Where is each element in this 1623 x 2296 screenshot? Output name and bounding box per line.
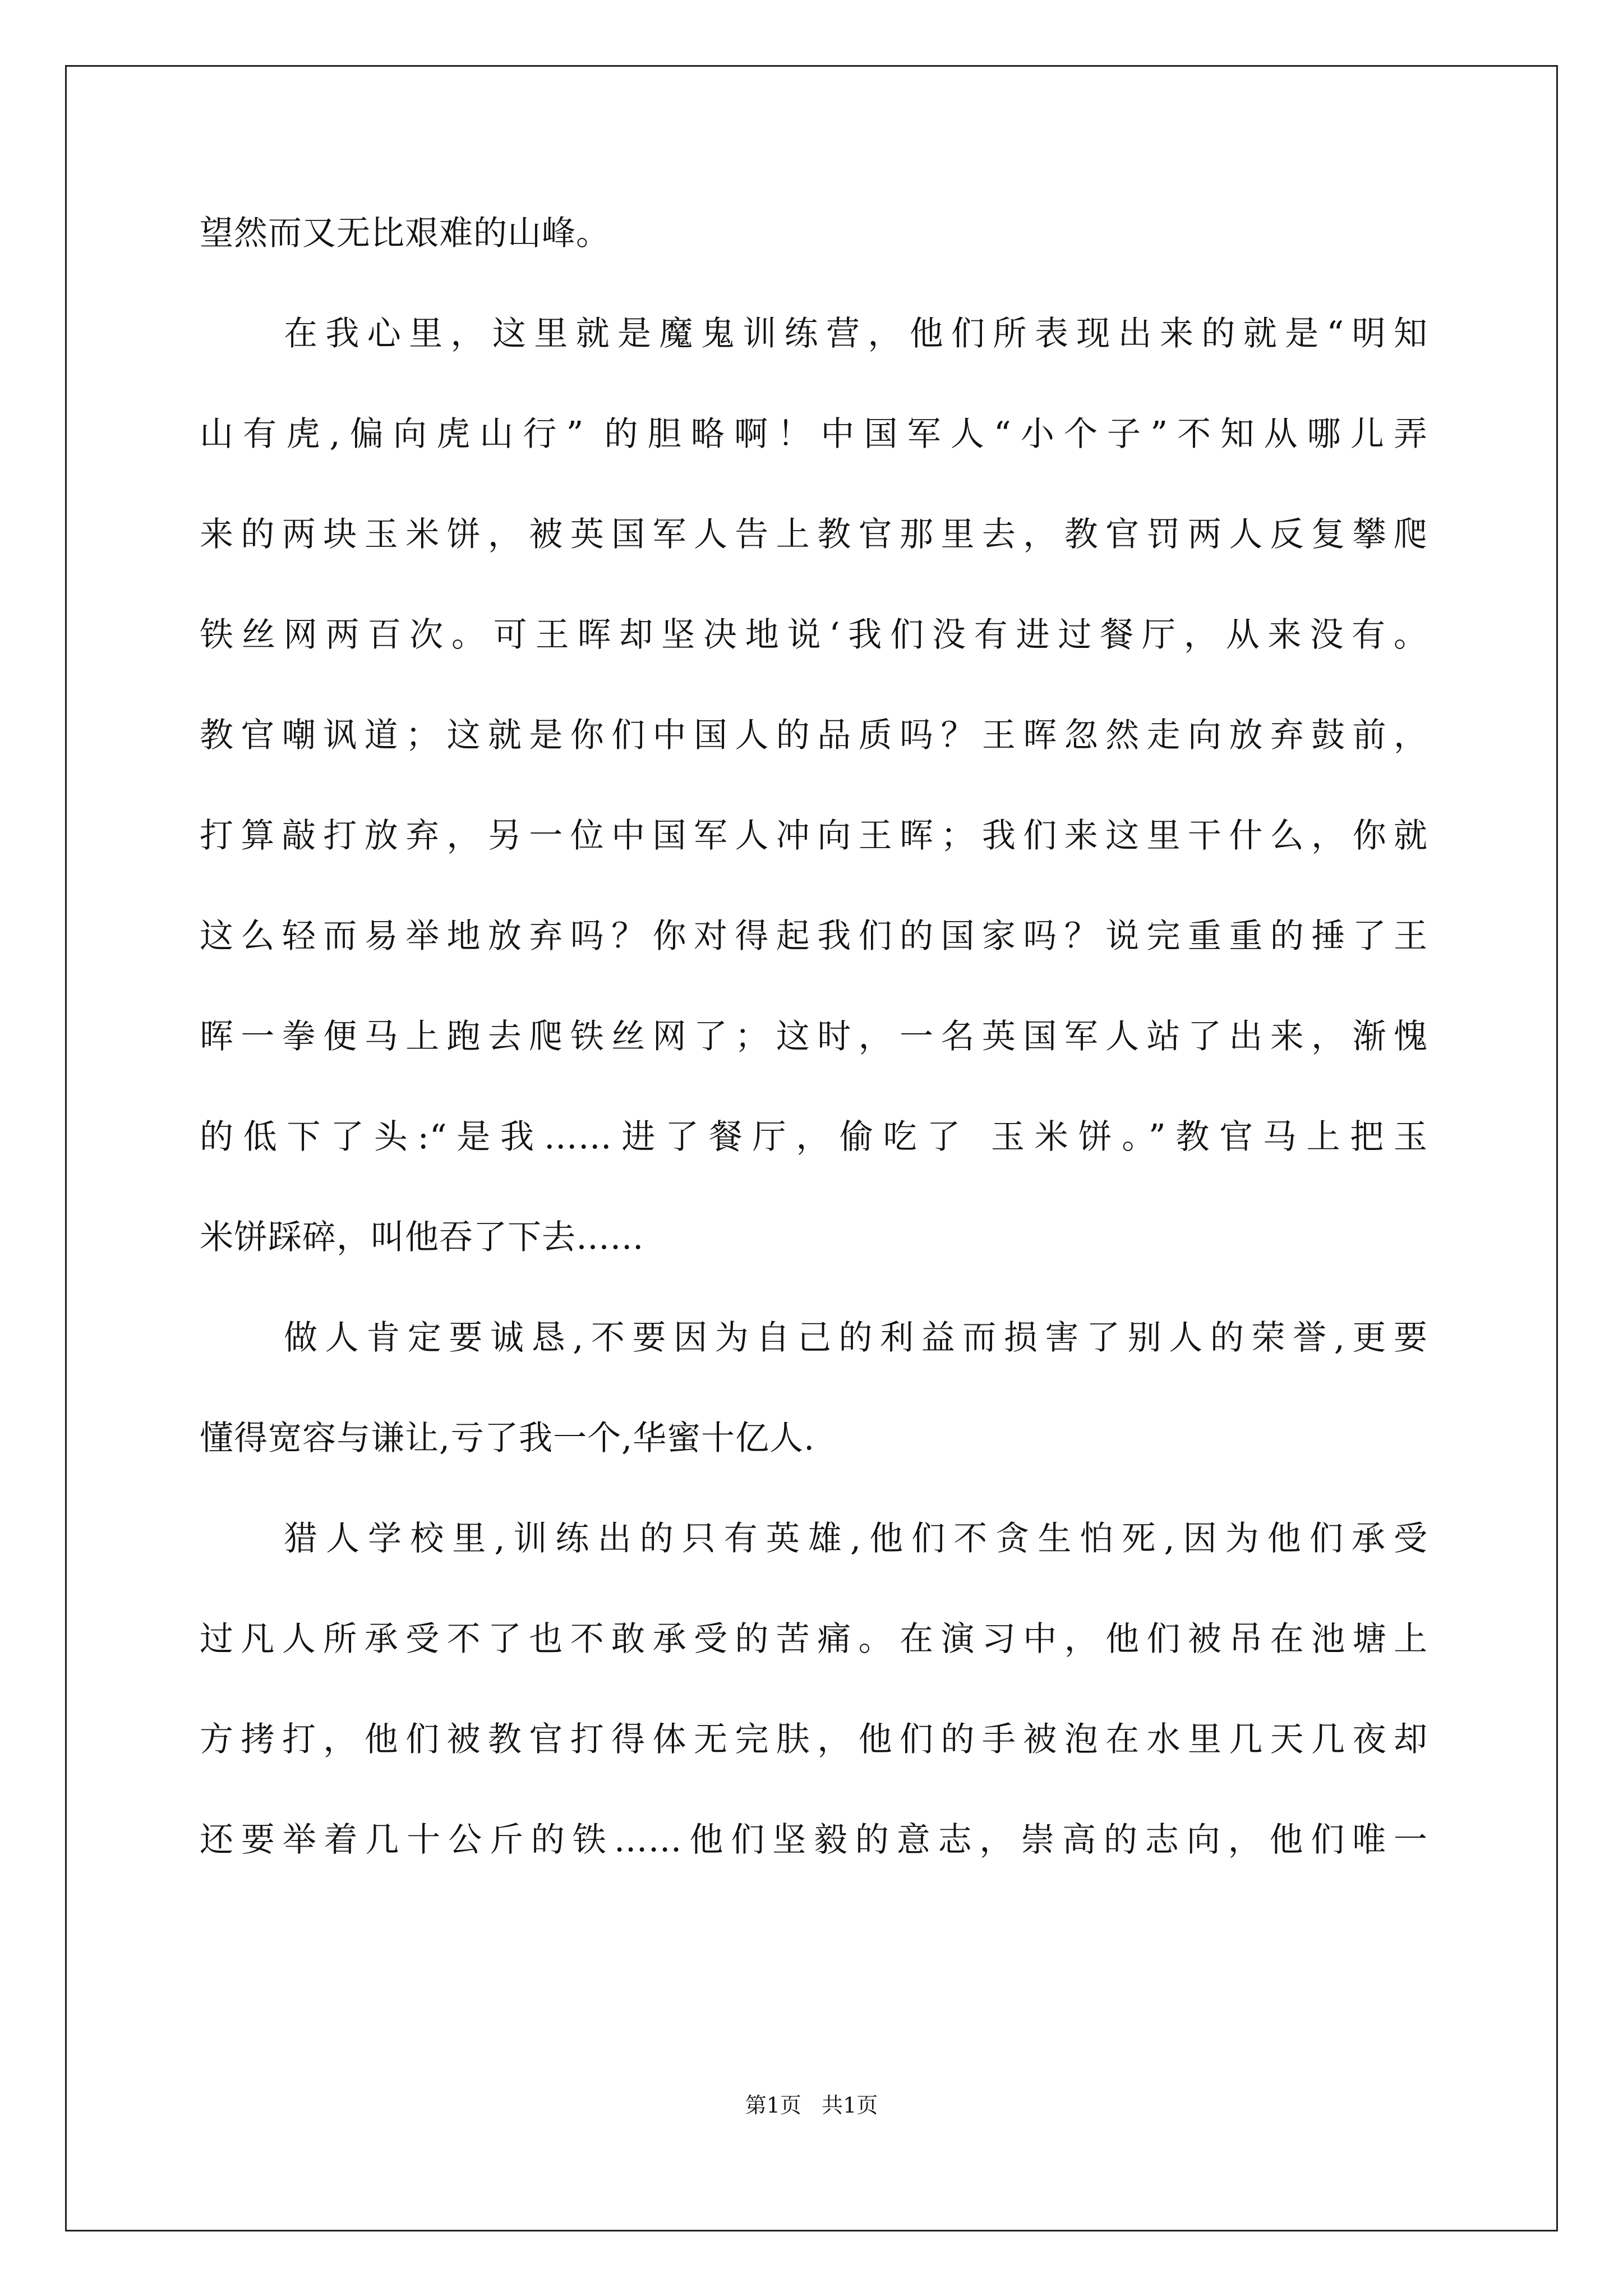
text-line: 山有虎,偏向虎山行” 的胆略啊！中国军人“小个子”不知从哪儿弄 [200,415,1428,454]
text-line: 过凡人所承受不了也不敢承受的苦痛。在演习中，他们被吊在池塘上 [200,1619,1428,1659]
text-line: 望然而又无比艰难的山峰。 [200,214,610,253]
document-body [200,213,1428,1920]
text-line: 教官嘲讽道；这就是你们中国人的品质吗？王晖忽然走向放弃鼓前， [200,716,1428,755]
page-footer [0,2092,1623,2118]
text-line: 还要举着几十公斤的铁……他们坚毅的意志，崇高的志向，他们唯一 [200,1820,1428,1860]
page-number-label: 第1页 共1页 [745,2093,878,2118]
text-line: 米饼踩碎，叫他吞了下去…... [200,1218,644,1257]
text-line: 铁丝网两百次。可王晖却坚决地说‘我们没有进过餐厅，从来没有。 [200,615,1428,655]
text-line: 这么轻而易举地放弃吗？你对得起我们的国家吗？说完重重的捶了王 [200,917,1428,956]
text-line: 打算敲打放弃，另一位中国军人冲向王晖；我们来这里干什么，你就 [200,816,1428,855]
text-line: 猎人学校里,训练出的只有英雄,他们不贪生怕死,因为他们承受 [284,1519,1428,1558]
text-line: 来的两块玉米饼，被英国军人告上教官那里去，教官罚两人反复攀爬 [200,515,1428,554]
text-line: 懂得宽容与谦让,亏了我一个,华蜜十亿人. [200,1419,815,1458]
text-line: 晖一拳便马上跑去爬铁丝网了；这时，一名英国军人站了出来，渐愧 [200,1017,1428,1056]
text-line: 的低下了头:“是我……进了餐厅，偷吃了 玉米饼。”教官马上把玉 [200,1117,1428,1157]
text-line: 做人肯定要诚恳,不要因为自己的利益而损害了别人的荣誉,更要 [284,1318,1428,1358]
text-line: 方拷打，他们被教官打得体无完肤，他们的手被泡在水里几天几夜却 [200,1720,1428,1759]
text-line: 在我心里，这里就是魔鬼训练营，他们所表现出来的就是“明知 [284,314,1428,353]
